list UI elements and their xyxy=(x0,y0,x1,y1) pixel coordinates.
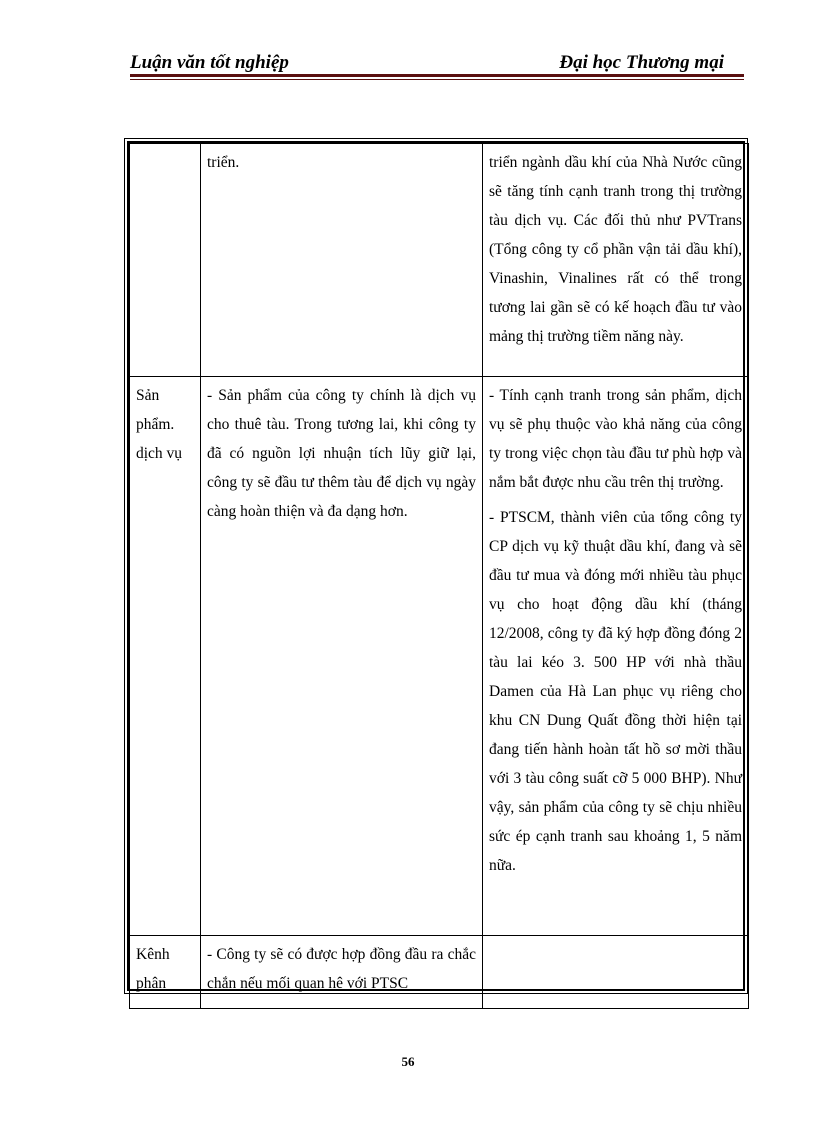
company-cell xyxy=(201,936,483,1009)
cell-paragraph: - Tính cạnh tranh trong sản phẩm, dịch vụ sẽ phụ thuộc vào khả năng của công ty trong việc chọn tàu đầu tư phù hợp và nắm bắt được nhu cầu trên thị trường. xyxy=(489,387,742,491)
cell-paragraph: - Công ty sẽ có được hợp đồng đầu ra chắc chắn nếu mối quan hệ với PTSC xyxy=(207,946,476,992)
competitor-cell xyxy=(483,377,749,936)
cell-paragraph: triển ngành dầu khí của Nhà Nước cũng sẽ tăng tính cạnh tranh trong thị trường tàu dịch vụ. Các đối thủ như PVTrans (Tổng công ty cổ phần vận tải dầu khí), Vinashin, Vinalines rất có thể trong tương lai gần sẽ có kế hoạch đầu tư vào mảng thị trường tiềm năng này. xyxy=(489,154,742,345)
cell-paragraph: - PTSCM, thành viên của tổng công ty CP dịch vụ kỹ thuật dầu khí, đang và sẽ đầu tư mua và đóng mới nhiều tàu phục vụ cho hoạt động dầu khí (tháng 12/2008, công ty đã ký hợp đồng đóng 2 tàu lai kéo 3. 500 HP với nhà thầu Damen của Hà Lan phục vụ riêng cho khu CN Dung Quất đồng thời hiện tại đang tiến hành hoàn tất hồ sơ mời thầu với 3 tàu công suất cỡ 5 000 BHP). Như vậy, sản phẩm của công ty sẽ chịu nhiều sức ép cạnh tranh sau khoảng 1, 5 năm nữa. xyxy=(489,509,742,874)
table-row xyxy=(130,144,749,377)
content-table-frame xyxy=(124,138,748,994)
company-cell xyxy=(201,377,483,936)
table-row xyxy=(130,377,749,936)
header-university: Đại học Thương mại xyxy=(559,52,724,73)
row-label-cell: Kênh phân xyxy=(130,936,201,1009)
cell-paragraph: triển. xyxy=(207,154,240,171)
page-number: 56 xyxy=(401,1054,415,1069)
content-table-inner-border xyxy=(127,141,745,991)
competitor-cell xyxy=(483,936,749,1009)
competitor-cell xyxy=(483,144,749,377)
header-rule-thin xyxy=(130,79,744,80)
row-label-cell xyxy=(130,144,201,377)
table-row xyxy=(130,936,749,1009)
row-label-cell: Sản phẩm. dịch vụ xyxy=(130,377,201,936)
header-rule-thick xyxy=(130,74,744,77)
header-thesis-title: Luận văn tốt nghiệp xyxy=(130,52,289,73)
content-table xyxy=(129,143,749,1009)
company-cell xyxy=(201,144,483,377)
cell-paragraph: - Sản phẩm của công ty chính là dịch vụ cho thuê tàu. Trong tương lai, khi công ty đã có nguồn lợi nhuận tích lũy giữ lại, công ty sẽ đầu tư thêm tàu để dịch vụ ngày càng hoàn thiện và đa dạng hơn. xyxy=(207,387,476,520)
